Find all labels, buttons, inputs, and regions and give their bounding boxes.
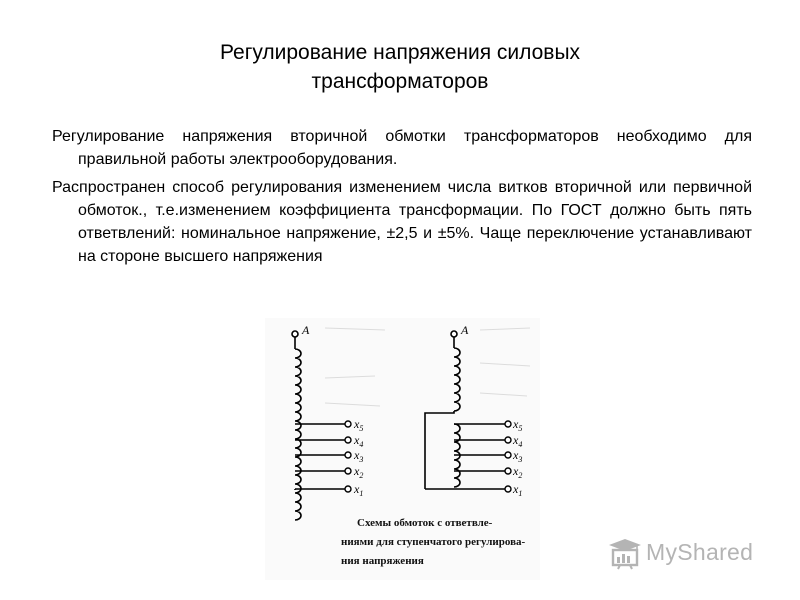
watermark-text: MyShared xyxy=(646,539,754,565)
winding-diagram-svg xyxy=(265,318,540,580)
left-tap-label: x xyxy=(354,448,360,462)
mortarboard-screen-icon xyxy=(608,538,642,570)
figure-caption-line-1: Схемы обмоток с ответвле- xyxy=(357,517,493,529)
left-tap-label: x xyxy=(354,433,360,447)
winding-diagram-figure xyxy=(265,318,540,580)
right-tap-label: x xyxy=(513,433,519,447)
left-tap-index: 4 xyxy=(359,440,364,449)
right-terminal-a-label: A xyxy=(461,323,469,337)
left-terminal-a-label: A xyxy=(302,323,310,337)
slide-body xyxy=(52,125,752,273)
right-tap-index: 1 xyxy=(518,489,523,498)
right-tap-label: x xyxy=(513,464,519,478)
right-tap-label: x xyxy=(513,482,519,496)
slide-title-line-2: трансформаторов xyxy=(311,70,489,93)
right-terminal-a xyxy=(451,331,457,337)
left-tap-index: 5 xyxy=(359,424,364,433)
right-tap-label: x xyxy=(513,448,519,462)
left-tap-index: 3 xyxy=(359,455,364,464)
body-paragraph-2: Распространен способ регулирования изменением числа витков вторичной или первичной обмоток., т.е.изменением коэффициента трансформации. По ГОСТ должно быть пять ответвлений: номинальное напряжение, ±2,5 и ±5%. Чаще переключение устанавливают на стороне высшего напряжения xyxy=(52,179,752,265)
right-tap-index: 3 xyxy=(518,455,523,464)
myshared-watermark xyxy=(608,536,778,572)
left-tap-label: x xyxy=(354,417,360,431)
left-tap-label: x xyxy=(354,464,360,478)
right-tap-index: 5 xyxy=(518,424,523,433)
figure-caption-line-2: ниями для ступенчатого регулирова- xyxy=(341,536,526,548)
left-tap-index: 2 xyxy=(359,471,364,480)
right-tap-index: 2 xyxy=(518,471,523,480)
slide-title xyxy=(120,38,680,96)
left-tap-index: 1 xyxy=(359,489,364,498)
right-tap-label: x xyxy=(513,417,519,431)
right-tap-index: 4 xyxy=(518,440,523,449)
slide-title-line-1: Регулирование напряжения силовых xyxy=(219,41,581,64)
figure-caption-line-3: ния напряжения xyxy=(341,555,424,567)
left-tap-label: x xyxy=(354,482,360,496)
body-paragraph-1: Регулирование напряжения вторичной обмотки трансформаторов необходимо для правильной работы электрооборудования. xyxy=(52,128,752,168)
left-terminal-a xyxy=(292,331,298,337)
